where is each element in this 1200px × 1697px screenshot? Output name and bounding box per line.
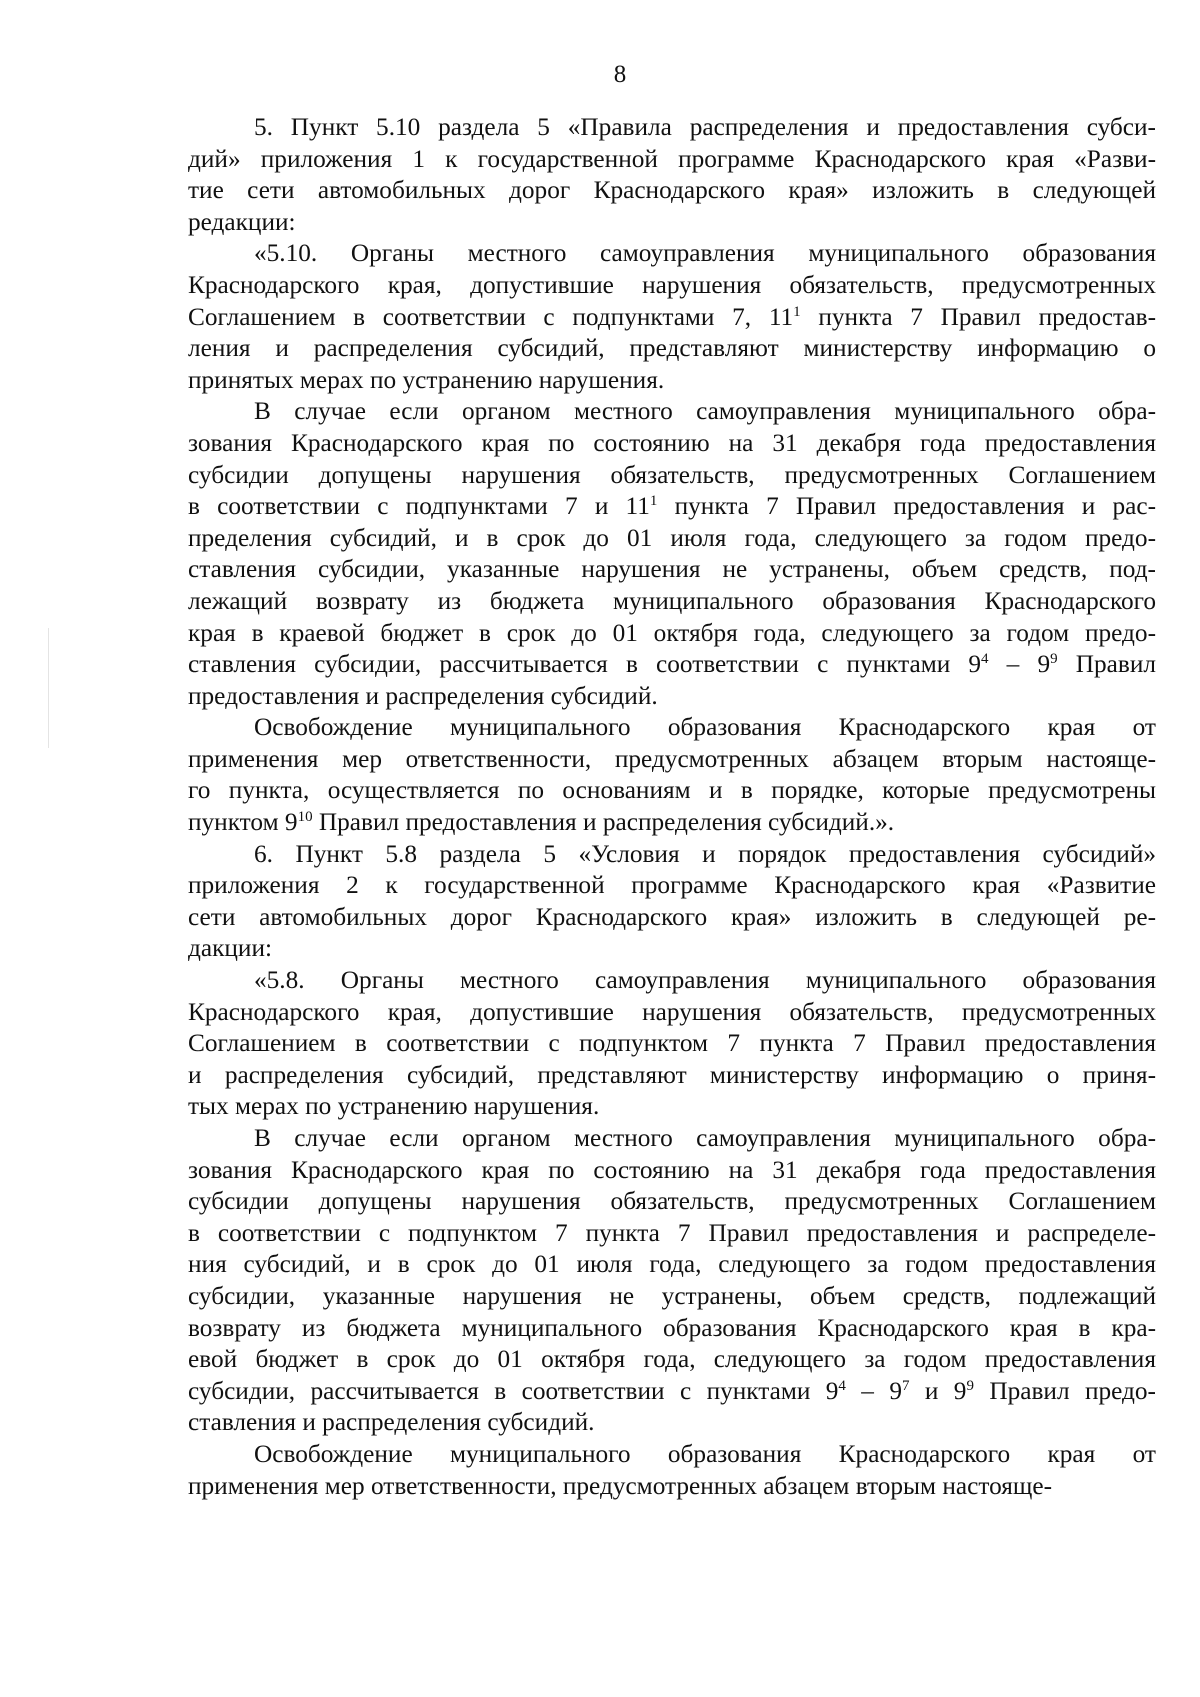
text-line: Соглашением в соответствии с подпунктом 7 пункта 7 Правил предоставления	[188, 1029, 1156, 1058]
text-line: дий» приложения 1 к государственной программе Краснодарского края «Разви-	[188, 144, 1156, 173]
text-line: пунктом $9^{10}$ Правил предоставления и распределения субсидий.».	[188, 808, 895, 837]
superscript: 1	[793, 303, 801, 320]
text-line: «5.8. Органы местного самоуправления муниципального образования	[254, 966, 1156, 995]
text-line: в соответствии с подпунктом 7 пункта 7 Правил предоставления и распределе-	[188, 1218, 1156, 1247]
document-body	[188, 112, 1156, 1502]
text-line: евой бюджет в срок до 01 октября года, следующего за годом предоставления	[188, 1345, 1156, 1374]
text-line: возврату из бюджета муниципального образования Краснодарского края в кра-	[188, 1313, 1156, 1342]
superscript: 4	[838, 1377, 846, 1394]
scan-margin-mark	[48, 628, 49, 748]
paragraph	[188, 1439, 1156, 1502]
paragraph	[188, 712, 1156, 838]
text-line: субсидии, указанные нарушения не устранены, объем средств, подлежащий	[188, 1281, 1156, 1310]
text-line: принятых мерах по устранению нарушения.	[188, 365, 665, 394]
paragraph	[188, 839, 1156, 965]
text-line: зования Краснодарского края по состоянию на 31 декабря года предоставления	[188, 428, 1156, 457]
text-line: и распределения субсидий, представляют министерству информацию о приня-	[188, 1060, 1156, 1089]
text-line: сети автомобильных дорог Краснодарского края» изложить в следующей ре-	[188, 902, 1156, 931]
text-line: пределения субсидий, и в срок до 01 июля года, следующего за годом предо-	[188, 523, 1156, 552]
superscript: 1	[649, 493, 658, 510]
page-number: 8	[613, 61, 627, 88]
text-line: приложения 2 к государственной программе Краснодарского края «Развитие	[188, 871, 1156, 900]
text-line: ния субсидий, и в срок до 01 июля года, следующего за годом предоставления	[188, 1250, 1156, 1279]
paragraph	[188, 112, 1156, 238]
text-line: лежащий возврату из бюджета муниципального образования Краснодарского	[188, 586, 1156, 615]
text-line: го пункта, осуществляется по основаниям и в порядке, которые предусмотрены	[188, 776, 1156, 805]
text-line: тых мерах по устранению нарушения.	[188, 1092, 600, 1121]
text-line: Освобождение муниципального образования Краснодарского края от	[254, 1439, 1156, 1468]
text-line: 5. Пункт 5.10 раздела 5 «Правила распределения и предоставления субси-	[254, 113, 1156, 141]
superscript: 4	[981, 651, 989, 668]
text-line: ставления и распределения субсидий.	[188, 1408, 595, 1437]
text-line: края в краевой бюджет в срок до 01 октября года, следующего за годом предо-	[188, 618, 1156, 647]
text-line: тие сети автомобильных дорог Краснодарского края» изложить в следующей	[188, 176, 1156, 205]
superscript: 10	[297, 809, 313, 826]
text-line: применения мер ответственности, предусмотренных абзацем вторым настояще-	[188, 1471, 1053, 1500]
text-line: Краснодарского края, допустившие нарушения обязательств, предусмотренных	[188, 270, 1156, 299]
superscript: 9	[1050, 651, 1058, 668]
text-line: Соглашением в соответствии с подпунктами 7, $11^1$ пункта 7 Правил предостав-	[188, 302, 1156, 331]
text-line: Освобождение муниципального образования Краснодарского края от	[254, 713, 1156, 742]
text-line: дакции:	[188, 934, 273, 963]
superscript: 9	[966, 1377, 974, 1394]
text-line: предоставления и распределения субсидий.	[188, 681, 658, 710]
text-line: В случае если органом местного самоуправления муниципального обра-	[254, 1124, 1156, 1152]
text-line: в соответствии с подпунктами 7 и $11^1$ пункта 7 Правил предоставления и рас-	[188, 492, 1156, 521]
text-line: ставления субсидии, рассчитывается в соответствии с пунктами $9^4 - 9^9$ Правил	[188, 650, 1156, 679]
paragraph	[188, 1123, 1156, 1439]
text-line: Краснодарского края, допустившие нарушения обязательств, предусмотренных	[188, 997, 1156, 1026]
text-line: редакции:	[188, 207, 296, 236]
text-line: В случае если органом местного самоуправления муниципального обра-	[254, 397, 1156, 426]
text-line: ставления субсидии, указанные нарушения не устранены, объем средств, под-	[188, 555, 1156, 584]
paragraph	[188, 965, 1156, 1123]
paragraph	[188, 396, 1156, 712]
text-line: применения мер ответственности, предусмотренных абзацем вторым настояще-	[188, 744, 1156, 773]
text-line: субсидии допущены нарушения обязательств, предусмотренных Соглашением	[188, 460, 1156, 489]
paragraph	[188, 238, 1156, 396]
superscript: 7	[901, 1377, 910, 1394]
text-line: 6. Пункт 5.8 раздела 5 «Условия и порядок предоставления субсидий»	[254, 839, 1156, 868]
text-line: ления и распределения субсидий, представляют министерству информацию о	[188, 334, 1156, 363]
text-line: «5.10. Органы местного самоуправления муниципального образования	[254, 239, 1156, 268]
text-line: субсидии, рассчитывается в соответствии с пунктами $9^4 - 9^7$ и $9^9$ Правил предо-	[188, 1376, 1156, 1405]
text-line: зования Краснодарского края по состоянию на 31 декабря года предоставления	[188, 1155, 1156, 1184]
text-line: субсидии допущены нарушения обязательств, предусмотренных Соглашением	[188, 1187, 1156, 1216]
